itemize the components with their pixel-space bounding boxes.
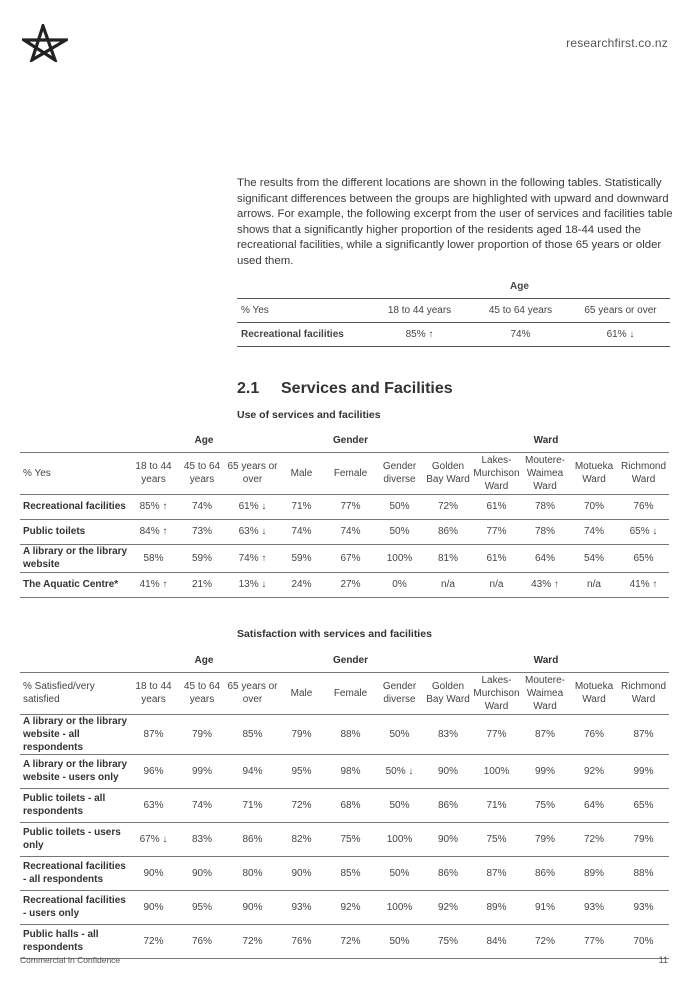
section-heading bbox=[237, 380, 453, 398]
table-cell: 85% bbox=[340, 867, 361, 879]
excerpt-head: 65 years or over bbox=[584, 305, 657, 316]
table-cell: 79% bbox=[291, 728, 312, 740]
table-row bbox=[20, 544, 669, 572]
table-cell: 75% bbox=[340, 833, 361, 845]
column-header: 18 to 44 years bbox=[135, 681, 172, 705]
table-cell: 41% ↑ bbox=[139, 579, 168, 590]
table-cell: 90% bbox=[143, 901, 164, 913]
table-cell: 54% bbox=[583, 552, 604, 564]
table-cell: 75% bbox=[534, 799, 555, 811]
excerpt-group-label: Age bbox=[510, 281, 529, 292]
research-first-logo-icon bbox=[22, 24, 68, 67]
table-cell: 24% bbox=[291, 579, 312, 590]
row-label: Recreational facilities - users only bbox=[23, 895, 126, 919]
table-cell: 61% bbox=[486, 501, 507, 512]
table-cell: 93% bbox=[583, 901, 604, 913]
table-cell: 85% ↑ bbox=[139, 501, 168, 512]
table-cell: 88% bbox=[633, 867, 654, 879]
table-cell: 74% bbox=[291, 526, 312, 537]
table-cell: 75% bbox=[486, 833, 507, 845]
use-table-caption: Use of services and facilities bbox=[237, 409, 381, 421]
table-cell: 50% bbox=[389, 799, 410, 811]
section-title: Services and Facilities bbox=[281, 380, 453, 397]
table-cell: 72% bbox=[291, 799, 312, 811]
footer-confidential: Commercial In Confidence bbox=[20, 955, 121, 965]
row-label: Public toilets - users only bbox=[23, 827, 121, 851]
column-header: Motueka Ward bbox=[574, 681, 614, 705]
table-cell: 74% bbox=[340, 526, 361, 537]
table-cell: 90% bbox=[143, 867, 164, 879]
empty-cell bbox=[20, 430, 130, 452]
table-cell: 88% bbox=[340, 728, 361, 740]
column-header: 65 years or over bbox=[227, 681, 278, 705]
table-cell: 85% bbox=[242, 728, 263, 740]
table-cell: 65% ↓ bbox=[629, 526, 658, 537]
table-cell: 76% bbox=[633, 501, 654, 512]
table-cell: 90% bbox=[191, 867, 212, 879]
table-cell: 87% bbox=[534, 728, 555, 740]
row-label: A library or the library website - all respondents bbox=[23, 715, 128, 753]
row-label: Public toilets bbox=[23, 526, 86, 537]
excerpt-group-row bbox=[237, 275, 670, 299]
table-cell: 21% bbox=[191, 579, 212, 590]
excerpt-data-row bbox=[237, 323, 670, 347]
page-number: 11 bbox=[658, 955, 668, 965]
excerpt-table bbox=[237, 275, 670, 347]
table-cell: 100% bbox=[483, 765, 510, 777]
intro-paragraph: The results from the different locations are shown in the following tables. Statistically significant differences between the groups are highlighted with upward and downward arrows. For example, the following excerpt from the user of services and facilities table shows that a significantly higher proportion of the residents aged 18-44 used the recreational facilities, while a significantly lower proportion of those 65 years or older used them. bbox=[237, 177, 673, 267]
table-cell: 61% bbox=[486, 552, 507, 564]
excerpt-cell: Recreational facilities bbox=[241, 329, 344, 340]
column-header-row bbox=[20, 452, 669, 494]
table-cell: 80% bbox=[242, 867, 263, 879]
table-row bbox=[20, 494, 669, 519]
table-cell: 86% bbox=[242, 833, 263, 845]
excerpt-cell: 85% ↑ bbox=[405, 329, 434, 340]
table-cell: 72% bbox=[143, 935, 164, 947]
table-cell: 94% bbox=[242, 765, 263, 777]
row-label: Public halls - all respondents bbox=[23, 929, 99, 953]
table-cell: 58% bbox=[143, 552, 164, 564]
group-header-row bbox=[20, 650, 669, 672]
table-row bbox=[20, 572, 669, 597]
satisfaction-table-caption: Satisfaction with services and facilities bbox=[237, 628, 432, 640]
table-cell: 76% bbox=[291, 935, 312, 947]
table-cell: 93% bbox=[633, 901, 654, 913]
table-cell: 100% bbox=[386, 552, 413, 564]
column-header: Male bbox=[290, 467, 313, 479]
row-label: Public toilets - all respondents bbox=[23, 793, 106, 817]
table-cell: 99% bbox=[534, 765, 555, 777]
table-cell: 92% bbox=[583, 765, 604, 777]
column-header: 65 years or over bbox=[227, 461, 278, 485]
table-cell: 83% bbox=[437, 728, 458, 740]
ward-group-label: Ward bbox=[533, 655, 559, 667]
table-cell: 87% bbox=[633, 728, 654, 740]
column-header: Golden Bay Ward bbox=[426, 461, 470, 485]
table-cell: 74% bbox=[583, 526, 604, 537]
site-url: researchfirst.co.nz bbox=[566, 36, 668, 50]
column-header: Moutere-Waimea Ward bbox=[524, 454, 565, 492]
excerpt-head: 45 to 64 years bbox=[488, 305, 553, 316]
table-cell: 75% bbox=[437, 935, 458, 947]
row-label: The Aquatic Centre* bbox=[23, 579, 119, 590]
row-label-header: % Yes bbox=[23, 467, 51, 479]
row-label: A library or the library website bbox=[23, 546, 128, 570]
column-header: Motueka Ward bbox=[574, 461, 614, 485]
column-header: Richmond Ward bbox=[620, 461, 667, 485]
column-header: Gender diverse bbox=[382, 681, 417, 705]
table-cell: 90% bbox=[437, 833, 458, 845]
table-row bbox=[20, 519, 669, 544]
table-cell: 84% bbox=[486, 935, 507, 947]
satisfaction-table bbox=[20, 650, 669, 959]
table-cell: 73% bbox=[191, 526, 212, 537]
table-cell: 100% bbox=[386, 833, 413, 845]
table-cell: 79% bbox=[633, 833, 654, 845]
gender-group-label: Gender bbox=[332, 655, 368, 667]
column-header: Female bbox=[333, 467, 368, 479]
gender-group-label: Gender bbox=[332, 435, 368, 447]
table-row bbox=[20, 924, 669, 958]
table-cell: 81% bbox=[437, 552, 458, 564]
use-of-services-table bbox=[20, 430, 669, 598]
table-cell: n/a bbox=[587, 579, 601, 590]
table-cell: 64% bbox=[534, 552, 555, 564]
table-cell: 0% bbox=[392, 579, 407, 590]
excerpt-head: 18 to 44 years bbox=[387, 305, 452, 316]
table-cell: n/a bbox=[489, 579, 504, 590]
table-row bbox=[20, 890, 669, 924]
column-header: Lakes-Murchison Ward bbox=[473, 454, 520, 492]
table-cell: 90% bbox=[242, 901, 263, 913]
table-cell: 99% bbox=[633, 765, 654, 777]
column-header: Male bbox=[290, 687, 313, 699]
table-cell: 77% bbox=[340, 501, 361, 512]
table-cell: 77% bbox=[486, 728, 507, 740]
column-header: Lakes-Murchison Ward bbox=[473, 674, 520, 712]
table-cell: 95% bbox=[191, 901, 212, 913]
table-cell: 50% bbox=[389, 728, 410, 740]
table-row bbox=[20, 822, 669, 856]
table-cell: 96% bbox=[143, 765, 164, 777]
column-header: Gender diverse bbox=[382, 461, 417, 485]
table-cell: 72% bbox=[340, 935, 361, 947]
table-cell: 89% bbox=[486, 901, 507, 913]
table-cell: 78% bbox=[534, 526, 555, 537]
row-label: Recreational facilities - all respondents bbox=[23, 861, 126, 885]
table-cell: 91% bbox=[534, 901, 555, 913]
table-cell: 72% bbox=[437, 501, 458, 512]
excerpt-cell: 61% ↓ bbox=[606, 329, 635, 340]
table-cell: 74% bbox=[191, 501, 212, 512]
table-cell: 74% bbox=[191, 799, 212, 811]
column-header-row bbox=[20, 672, 669, 714]
table-cell: 86% bbox=[437, 867, 458, 879]
table-row bbox=[20, 856, 669, 890]
table-cell: 43% ↑ bbox=[531, 579, 559, 590]
table-cell: 74% ↑ bbox=[238, 552, 267, 564]
age-group-label: Age bbox=[194, 435, 214, 447]
row-label: Recreational facilities bbox=[23, 501, 126, 512]
column-header: 18 to 44 years bbox=[135, 461, 172, 485]
table-cell: 90% bbox=[291, 867, 312, 879]
section-number: 2.1 bbox=[237, 380, 260, 397]
table-cell: 84% ↑ bbox=[139, 526, 168, 537]
table-cell: 87% bbox=[143, 728, 164, 740]
column-header: Moutere-Waimea Ward bbox=[524, 674, 565, 712]
excerpt-header-row bbox=[237, 299, 670, 323]
table-cell: 92% bbox=[340, 901, 361, 913]
column-header: 45 to 64 years bbox=[183, 461, 221, 485]
table-cell: 72% bbox=[534, 935, 555, 947]
column-header: Female bbox=[333, 687, 368, 699]
table-cell: 71% bbox=[486, 799, 507, 811]
table-cell: 78% bbox=[534, 501, 555, 512]
table-cell: 95% bbox=[291, 765, 312, 777]
table-cell: 50% ↓ bbox=[385, 765, 414, 777]
table-cell: 50% bbox=[389, 501, 410, 512]
table-row bbox=[20, 714, 669, 754]
excerpt-cell: 74% bbox=[510, 329, 531, 340]
table-cell: 86% bbox=[534, 867, 555, 879]
table-cell: 63% ↓ bbox=[238, 526, 267, 537]
table-cell: 79% bbox=[191, 728, 212, 740]
table-cell: 50% bbox=[389, 867, 410, 879]
table-cell: 71% bbox=[242, 799, 263, 811]
table-cell: 77% bbox=[583, 935, 604, 947]
table-cell: 100% bbox=[386, 901, 413, 913]
table-cell: 86% bbox=[437, 526, 458, 537]
ward-group-label: Ward bbox=[533, 435, 559, 447]
table-cell: 98% bbox=[340, 765, 361, 777]
row-label-header: % Satisfied/very satisfied bbox=[23, 681, 95, 705]
table-cell: 76% bbox=[191, 935, 212, 947]
table-cell: 13% ↓ bbox=[238, 579, 267, 590]
table-cell: 41% ↑ bbox=[629, 579, 658, 590]
table-cell: 68% bbox=[340, 799, 361, 811]
table-cell: 79% bbox=[534, 833, 555, 845]
table-cell: 50% bbox=[389, 526, 410, 537]
table-cell: 64% bbox=[583, 799, 604, 811]
table-cell: 65% bbox=[633, 799, 654, 811]
table-cell: 77% bbox=[486, 526, 507, 537]
row-label: A library or the library website - users only bbox=[23, 759, 128, 783]
group-header-row bbox=[20, 430, 669, 452]
empty-cell bbox=[20, 650, 130, 672]
table-cell: n/a bbox=[441, 579, 455, 590]
table-cell: 99% bbox=[191, 765, 212, 777]
table-cell: 27% bbox=[340, 579, 361, 590]
table-cell: 87% bbox=[486, 867, 507, 879]
table-cell: 92% bbox=[437, 901, 458, 913]
excerpt-head: % Yes bbox=[241, 305, 269, 316]
column-header: Golden Bay Ward bbox=[426, 681, 470, 705]
table-cell: 50% bbox=[389, 935, 410, 947]
table-cell: 63% bbox=[143, 799, 164, 811]
table-cell: 83% bbox=[191, 833, 212, 845]
table-cell: 70% bbox=[633, 935, 654, 947]
table-cell: 59% bbox=[291, 552, 312, 564]
column-header: 45 to 64 years bbox=[183, 681, 221, 705]
table-cell: 82% bbox=[291, 833, 312, 845]
table-cell: 72% bbox=[583, 833, 604, 845]
table-cell: 76% bbox=[583, 728, 604, 740]
table-cell: 90% bbox=[437, 765, 458, 777]
table-cell: 67% bbox=[340, 552, 361, 564]
table-cell: 67% ↓ bbox=[139, 833, 168, 845]
table-cell: 86% bbox=[437, 799, 458, 811]
table-cell: 61% ↓ bbox=[238, 501, 267, 512]
column-header: Richmond Ward bbox=[620, 681, 667, 705]
table-row bbox=[20, 788, 669, 822]
table-cell: 71% bbox=[291, 501, 312, 512]
table-row bbox=[20, 754, 669, 788]
table-cell: 70% bbox=[583, 501, 604, 512]
table-cell: 89% bbox=[583, 867, 604, 879]
table-cell: 72% bbox=[242, 935, 263, 947]
table-cell: 65% bbox=[633, 552, 654, 564]
table-cell: 59% bbox=[191, 552, 212, 564]
table-cell: 93% bbox=[291, 901, 312, 913]
age-group-label: Age bbox=[194, 655, 214, 667]
